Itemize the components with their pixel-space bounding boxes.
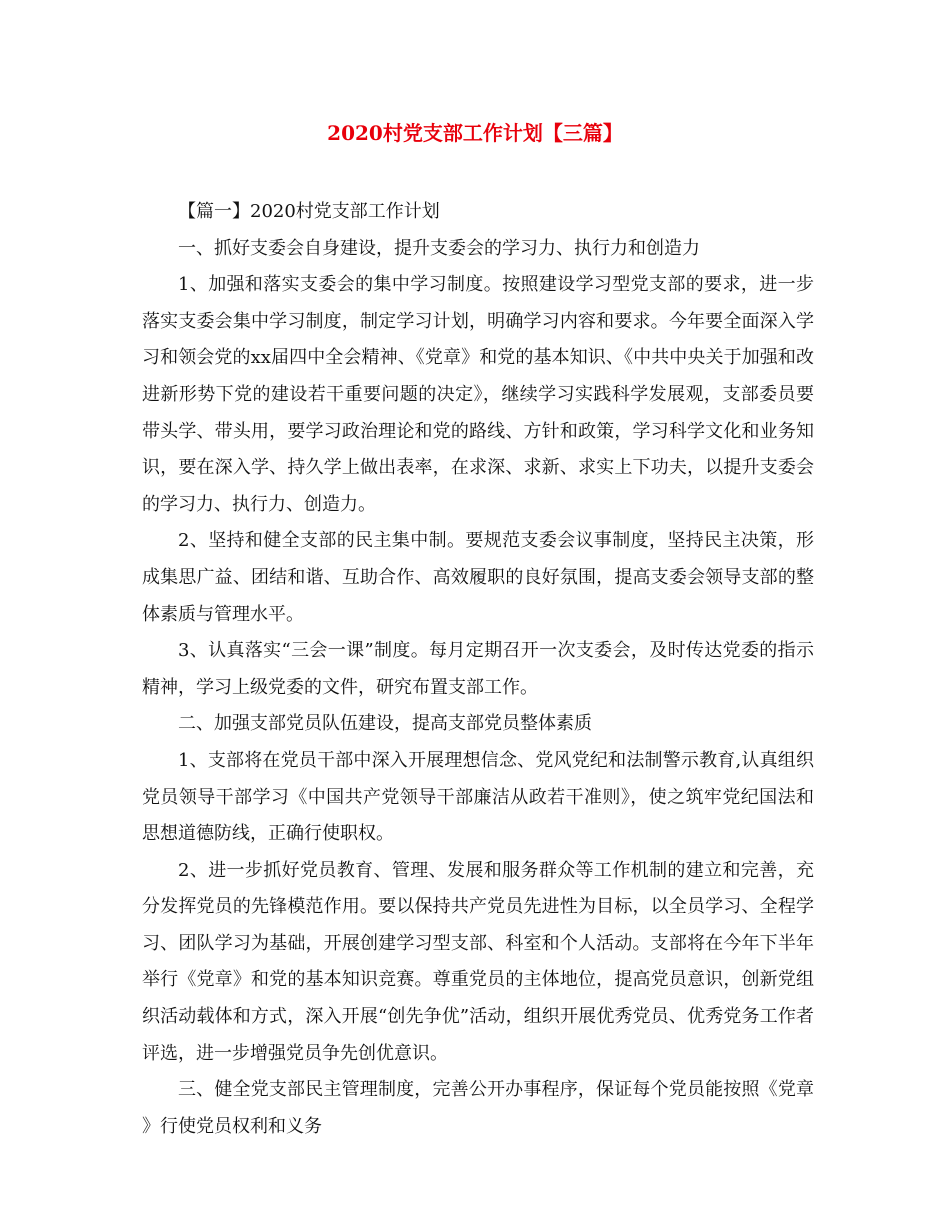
paragraph-2-1: 1、支部将在党员干部中深入开展理想信念、党风党纪和法制警示教育,认真组织党员领导干部学习《中国共产党领导干部廉洁从政若干准则》，使之筑牢党纪国法和思想道德防线，正确行使职权。 (142, 749, 814, 845)
document-body (142, 194, 814, 1145)
paragraph-1-2: 2、坚持和健全支部的民主集中制。要规范支委会议事制度，坚持民主决策，形成集思广益、团结和谐、互助合作、高效履职的良好氛围，提高支委会领导支部的整体素质与管理水平。 (142, 530, 814, 625)
paragraph-1-1: 1、加强和落实支委会的集中学习制度。按照建设学习型党支部的要求，进一步落实支委会集中学习制度，制定学习计划，明确学习内容和要求。今年要全面深入学习和领会党的xx届四中全会精神、《党章》和党的基本知识、《中共中央关于加强和改进新形势下党的建设若干重要问题的决定》，继续学习实践科学发展观，支部委员要带头学、带头用，要学习政治理论和党的路线、方针和政策，学习科学文化和业务知识，要在深入学、持久学上做出表率，在求深、求新、求实上下功夫，以提升支委会的学习力、执行力、创造力。 (142, 274, 814, 515)
document-title: 2020村党支部工作计划【三篇】 (327, 121, 623, 145)
section-heading-3: 三、健全党支部民主管理制度，完善公开办事程序，保证每个党员能按照《党章》行使党员权利和义务 (142, 1079, 814, 1137)
paragraph-2-2: 2、进一步抓好党员教育、管理、发展和服务群众等工作机制的建立和完善，充分发挥党员的先锋模范作用。要以保持共产党员先进性为目标，以全员学习、全程学习、团队学习为基础，开展创建学习型支部、科室和个人活动。支部将在今年下半年举行《党章》和党的基本知识竞赛。尊重党员的主体地位，提高党员意识，创新党组织活动载体和方式，深入开展“创先争优”活动，组织开展优秀党员、优秀党务工作者评选，进一步增强党员争先创优意识。 (142, 859, 814, 1064)
paragraph-1-3: 3、认真落实“三会一课”制度。每月定期召开一次支委会，及时传达党委的指示精神，学习上级党委的文件，研究布置支部工作。 (142, 640, 814, 698)
section-heading-2: 二、加强支部党员队伍建设，提高支部党员整体素质 (178, 713, 592, 735)
section-heading-1: 一、抓好支委会自身建设，提升支委会的学习力、执行力和创造力 (178, 237, 700, 259)
section-heading-part-one: 【篇一】2020村党支部工作计划 (178, 201, 440, 222)
